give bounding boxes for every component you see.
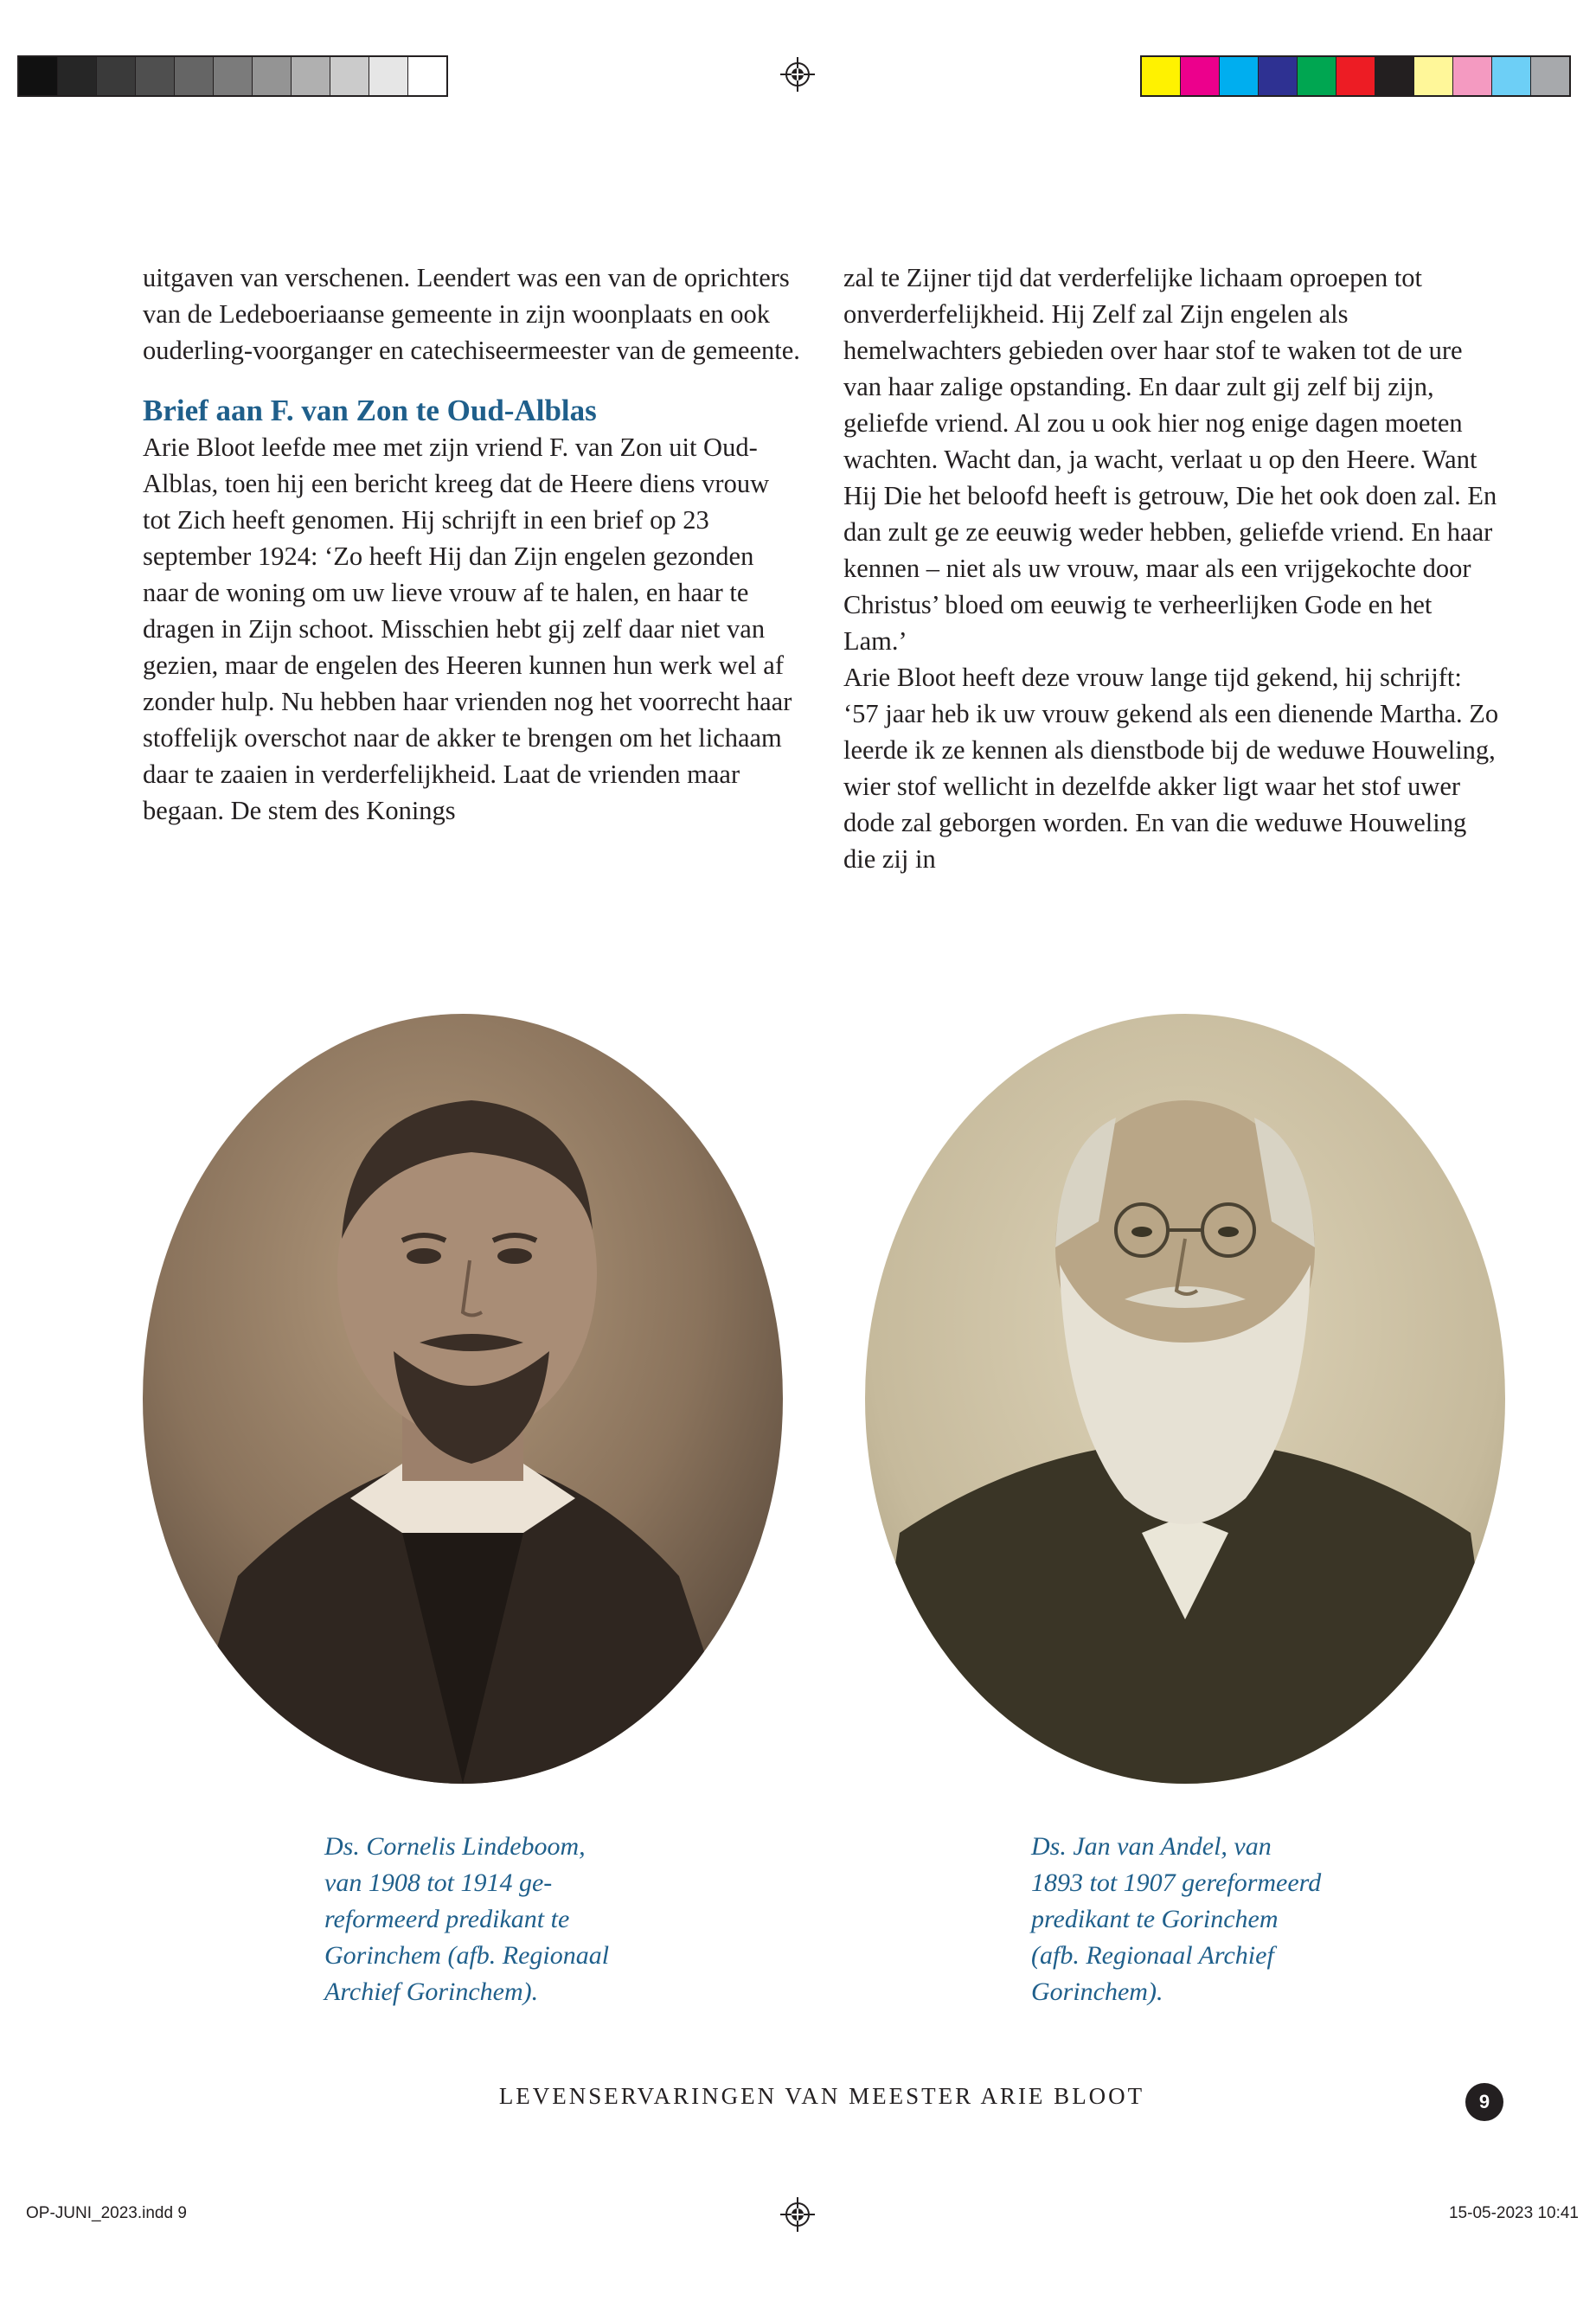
gray-swatch: [330, 57, 369, 95]
right-paragraph-2: Arie Bloot heeft deze vrouw lange tijd gekend, hij schrijft: ‘57 jaar heb ik uw vrouw gekend als een dienende Martha. Zo leerde ik ze kennen als dienstbode bij de weduwe Houweling, wier stof wellicht in dezelfde akker ligt waar het stof uwer dode zal geborgen worden. En van die weduwe Houweling die zij in: [843, 663, 1499, 874]
gray-swatch: [408, 57, 446, 95]
color-swatch: [1531, 57, 1569, 95]
color-swatch: [1492, 57, 1531, 95]
caption-line: van 1908 tot 1914 ge-: [324, 1868, 553, 1897]
portrait-lindeboom: [143, 1014, 783, 1784]
caption-lindeboom: [324, 1829, 670, 2010]
gray-swatch: [253, 57, 292, 95]
gray-swatch: [175, 57, 214, 95]
gray-swatch: [58, 57, 97, 95]
caption-line: Gorinchem (afb. Regionaal: [324, 1941, 610, 1970]
color-swatch: [1220, 57, 1259, 95]
caption-line: predikant te Gorinchem: [1031, 1905, 1279, 1933]
page-number: 9: [1465, 2083, 1503, 2121]
caption-van-andel: [1031, 1829, 1377, 2010]
caption-line: reformeerd predikant te: [324, 1905, 570, 1933]
color-swatch: [1336, 57, 1375, 95]
left-paragraph-1: uitgaven van verschenen. Leendert was een van de oprichters van de Ledeboeriaanse gemeente in zijn woonplaats en ook ouderling-voorganger en catechiseermeester van de gemeente.: [143, 263, 800, 365]
caption-line: (afb. Regionaal Archief: [1031, 1941, 1274, 1970]
portrait-van-andel: [865, 1014, 1505, 1784]
left-text-column: [143, 260, 800, 829]
running-title: LEVENSERVARINGEN VAN MEESTER ARIE BLOOT: [498, 2083, 1145, 2109]
color-swatch: [1181, 57, 1220, 95]
color-swatch: [1453, 57, 1492, 95]
caption-line: Archief Gorinchem).: [324, 1977, 539, 2006]
section-heading: Brief aan F. van Zon te Oud-Alblas: [143, 394, 597, 427]
color-swatch: [1298, 57, 1336, 95]
color-swatch: [1259, 57, 1298, 95]
color-swatch: [1414, 57, 1453, 95]
date-slug: 15-05-2023 10:41: [1448, 2204, 1579, 2222]
gray-swatch: [369, 57, 408, 95]
caption-line: 1893 tot 1907 gereformeerd: [1031, 1868, 1322, 1897]
left-paragraph-2: Arie Bloot leefde mee met zijn vriend F. van Zon uit Oud-Alblas, toen hij een bericht kreeg dat de Heere diens vrouw tot Zich heeft genomen. Hij schrijft in een brief op 23 september 1924: ‘Zo heeft Hij dan Zijn engelen gezonden naar de woning om uw lieve vrouw af te halen, en haar te dragen in Zijn schoot. Misschien hebt gij zelf daar niet van gezien, maar de engelen des Heeren kunnen hun werk wel af zonder hulp. Nu hebben haar vrienden nog het voorrecht haar stoffelijk overschot naar de akker te brengen om het lichaam daar te zaaien in verderfelijkheid. Laat de vrienden maar begaan. De stem des Konings: [143, 433, 792, 825]
caption-line: Ds. Cornelis Lindeboom,: [324, 1832, 586, 1861]
registration-mark-icon: [780, 57, 815, 92]
registration-mark-icon: [780, 2197, 815, 2232]
grayscale-calibration-bar: [17, 55, 448, 97]
color-swatch: [1142, 57, 1181, 95]
gray-swatch: [97, 57, 136, 95]
caption-line: Ds. Jan van Andel, van: [1031, 1832, 1272, 1861]
gray-swatch: [292, 57, 330, 95]
file-slug: OP-JUNI_2023.indd 9: [26, 2204, 187, 2222]
color-calibration-bar: [1140, 55, 1571, 97]
caption-line: Gorinchem).: [1031, 1977, 1163, 2006]
right-paragraph-1: zal te Zijner tijd dat verderfelijke lichaam oproepen tot onverderfelijkheid. Hij Zelf zal Zijn engelen als hemelwachters gebieden over haar stof te waken tot de ure van haar zalige opstanding. En daar zult gij zelf bij zijn, geliefde vriend. Al zou u ook hier nog enige dagen moeten wachten. Wacht dan, ja wacht, verlaat u op den Heere. Want Hij Die het beloofd heeft is getrouw, Die het ook doen zal. En dan zult ge ze eeuwig weder hebben, geliefde vriend. En haar kennen – niet als uw vrouw, maar als een vrijgekochte door Christus’ bloed om eeuwig te verheerlijken Gode en het Lam.’: [843, 263, 1497, 656]
right-text-column: [843, 260, 1501, 877]
gray-swatch: [214, 57, 253, 95]
gray-swatch: [19, 57, 58, 95]
color-swatch: [1375, 57, 1414, 95]
gray-swatch: [136, 57, 175, 95]
